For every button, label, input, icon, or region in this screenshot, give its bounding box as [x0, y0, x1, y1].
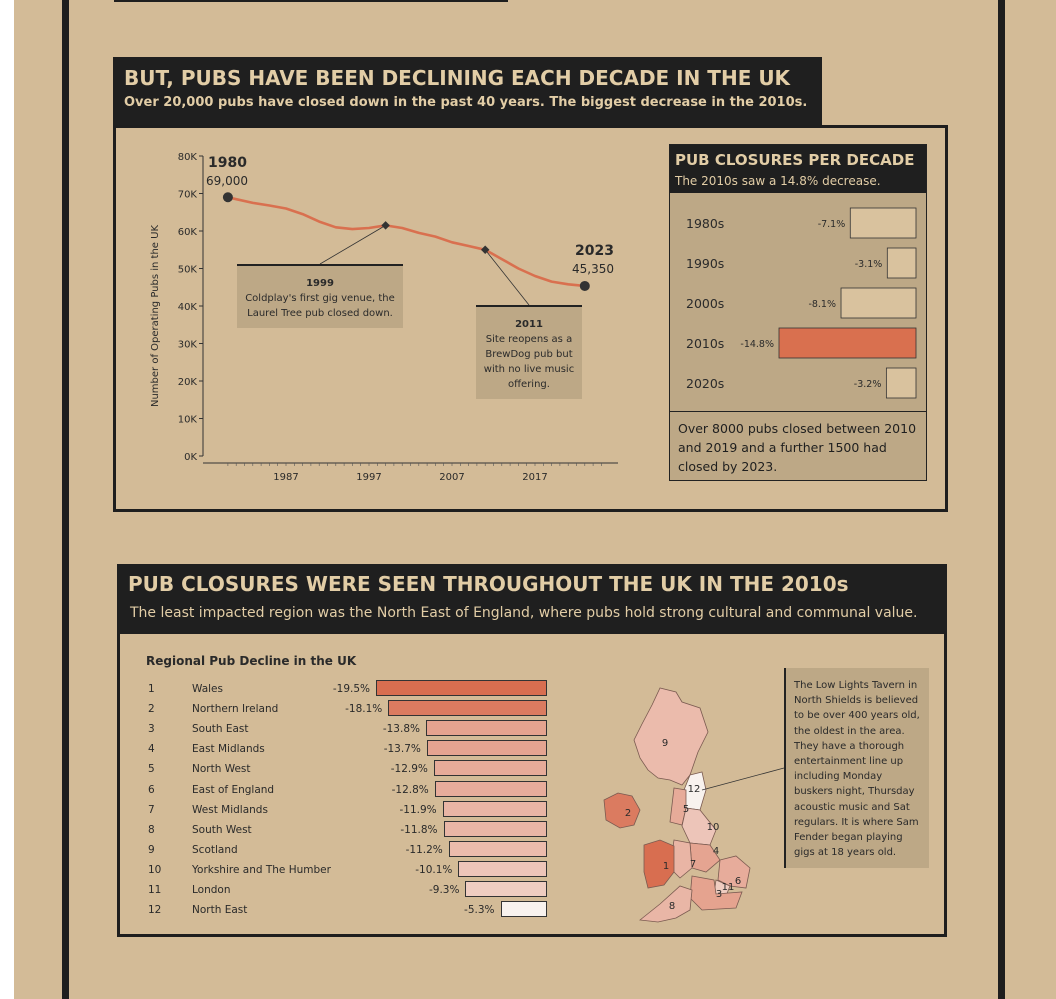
regional-rank: 6: [148, 783, 155, 796]
decade-label: 2020s: [686, 376, 725, 391]
map-label: 6: [734, 876, 742, 887]
map-region-scotland: [634, 688, 708, 785]
y-tick-label: 10K: [177, 414, 197, 426]
regional-bar: [376, 680, 547, 696]
x-tick-label: 1987: [273, 472, 299, 483]
section1-title: BUT, PUBS HAVE BEEN DECLINING EACH DECADE IN THE UK: [124, 66, 791, 90]
y-tick-label: 70K: [177, 189, 197, 201]
regional-row: [146, 740, 556, 760]
regional-rank: 3: [148, 723, 155, 736]
section2-subtitle: The least impacted region was the North East of England, where pubs hold strong cultural and communal value.: [130, 605, 918, 621]
regional-rank: 4: [148, 743, 155, 756]
map-label: 4: [712, 846, 720, 857]
y-tick-label: 50K: [177, 264, 197, 276]
decade-box-header: [670, 145, 926, 193]
regional-rank: 12: [148, 904, 162, 917]
regional-rank: 7: [148, 803, 155, 816]
regional-value-label: -11.9%: [399, 803, 437, 816]
regional-name: North West: [192, 763, 251, 776]
map-annotation: The Low Lights Tavern in North Shields is believed to be over 400 years old, the oldest in the area. They have a thorough entertainment line up including Monday buskers night, Thursday acoustic music and Sat regulars. It is where Sam Fender began playing gigs at 18 years old.: [784, 668, 929, 868]
regional-row: [146, 841, 556, 861]
regional-row: [146, 781, 556, 801]
y-tick-label: 60K: [177, 227, 197, 238]
end-value-label: 45,350: [572, 262, 614, 276]
regional-chart-title: Regional Pub Decline in the UK: [146, 654, 357, 668]
map-region-wales: [644, 840, 674, 888]
regional-rank: 9: [148, 843, 155, 856]
start-year-label: 1980: [208, 155, 247, 171]
decade-closures-box: [669, 144, 927, 481]
y-axis-label: Number of Operating Pubs in the UK: [150, 224, 161, 408]
decade-bar: [779, 328, 916, 358]
regional-rank: 2: [148, 703, 155, 716]
regional-row: [146, 680, 556, 700]
regional-row: [146, 801, 556, 821]
decade-box-subtitle: The 2010s saw a 14.8% decrease.: [675, 174, 881, 188]
regional-name: Scotland: [192, 843, 238, 856]
annotation-1999-text: Coldplay's first gig venue, the Laurel Tree pub closed down.: [245, 293, 395, 319]
uk-regions-map: [590, 640, 790, 930]
regional-name: London: [192, 884, 231, 896]
regional-rank: 10: [148, 863, 162, 876]
regional-bar: [435, 781, 547, 797]
regional-row: [146, 700, 556, 720]
regional-rank: 8: [148, 823, 155, 836]
map-label: 11: [721, 882, 735, 893]
annotation-2011-year: 2011: [515, 319, 543, 330]
regional-name: Northern Ireland: [192, 703, 279, 716]
map-region-south-west: [640, 886, 692, 922]
decade-label: 2010s: [686, 336, 725, 351]
start-point-marker: [223, 192, 233, 202]
regional-value-label: -10.1%: [415, 863, 453, 876]
decade-bar: [841, 288, 916, 318]
top-divider: [114, 0, 508, 2]
x-tick-label: 1997: [356, 472, 382, 483]
map-label: 1: [662, 861, 670, 872]
section1-subtitle: Over 20,000 pubs have closed down in the past 40 years. The biggest decrease in the 2010s.: [124, 95, 808, 110]
decade-bar: [850, 208, 916, 238]
map-label: 5: [682, 804, 690, 815]
regional-row: [146, 821, 556, 841]
decade-box-note: Over 8000 pubs closed between 2010 and 2019 and a further 1500 had closed by 2023.: [670, 411, 926, 483]
regional-name: South East: [192, 723, 249, 736]
regional-row: [146, 861, 556, 881]
regional-value-label: -13.8%: [382, 723, 420, 736]
regional-bar: [443, 801, 547, 817]
section2-title: PUB CLOSURES WERE SEEN THROUGHOUT THE UK IN THE 2010s: [128, 572, 849, 596]
regional-name: East of England: [192, 783, 275, 796]
map-label: 9: [661, 738, 669, 749]
decade-label: 2000s: [686, 296, 725, 311]
map-label: 7: [689, 859, 697, 870]
regional-row: [146, 720, 556, 740]
decade-box-title: PUB CLOSURES PER DECADE: [675, 151, 915, 169]
regional-row: [146, 760, 556, 780]
map-label: 12: [687, 784, 701, 795]
y-tick-label: 20K: [177, 377, 197, 388]
regional-name: North East: [192, 904, 248, 917]
map-region-northern-ireland: [604, 793, 640, 828]
section1-header: [113, 57, 822, 125]
decade-value-label: -7.1%: [817, 219, 846, 230]
regional-value-label: -19.5%: [332, 683, 370, 695]
annotation-2011: [476, 305, 582, 399]
regional-name: Wales: [192, 683, 223, 695]
regional-name: South West: [192, 823, 252, 836]
regional-rank: 11: [148, 884, 162, 896]
frame-right-border: [998, 0, 1005, 999]
map-label: 10: [706, 822, 720, 833]
annotation-1999-year: 1999: [306, 278, 334, 289]
map-label: 3: [715, 889, 723, 900]
regional-value-label: -13.7%: [383, 743, 421, 756]
y-tick-label: 30K: [177, 339, 197, 351]
end-year-label: 2023: [575, 243, 614, 259]
regional-bar: [458, 861, 547, 877]
y-tick-label: 0K: [184, 452, 197, 463]
decade-value-label: -8.1%: [808, 299, 837, 310]
y-tick-label: 80K: [177, 152, 197, 163]
decade-label: 1990s: [686, 256, 725, 271]
annotation-2011-text: Site reopens as a BrewDog pub but with no live music offering.: [483, 334, 575, 390]
regional-bar: [388, 700, 547, 716]
decade-bar: [886, 368, 916, 398]
regional-bar: [427, 740, 547, 756]
regional-value-label: -9.3%: [428, 884, 460, 896]
leader-1999: [320, 225, 386, 264]
leader-2011: [485, 250, 529, 305]
regional-bar: [449, 841, 547, 857]
x-tick-label: 2007: [439, 472, 465, 483]
decade-value-label: -3.2%: [853, 379, 882, 390]
regional-value-label: -5.3%: [464, 904, 495, 917]
decade-bar-chart: [670, 195, 926, 409]
regional-bar: [434, 760, 547, 776]
regional-row: [146, 881, 556, 901]
y-tick-label: 40K: [177, 302, 197, 313]
regional-name: East Midlands: [192, 743, 265, 756]
regional-rank: 5: [148, 763, 155, 776]
regional-bar: [465, 881, 547, 897]
regional-bar: [501, 901, 547, 917]
regional-name: Yorkshire and The Humber: [192, 863, 331, 876]
decade-value-label: -3.1%: [854, 259, 883, 270]
regional-bar: [426, 720, 547, 736]
map-leader-line: [702, 768, 784, 790]
regional-row: [146, 901, 556, 921]
section2-header: [117, 564, 947, 634]
annotation-1999: [237, 264, 403, 328]
regional-value-label: -12.9%: [390, 763, 428, 776]
start-value-label: 69,000: [206, 174, 248, 188]
decade-label: 1980s: [686, 216, 725, 231]
regional-value-label: -12.8%: [391, 783, 429, 796]
decade-bar: [887, 248, 916, 278]
map-label: 2: [624, 808, 632, 819]
map-label: 8: [668, 901, 676, 912]
decade-value-label: -14.8%: [740, 339, 774, 350]
x-tick-label: 2017: [522, 472, 548, 483]
regional-value-label: -18.1%: [345, 703, 383, 716]
regional-bar: [444, 821, 547, 837]
regional-rank: 1: [148, 683, 155, 695]
end-point-marker: [580, 281, 590, 291]
regional-value-label: -11.8%: [400, 823, 438, 836]
regional-name: West Midlands: [192, 803, 268, 816]
regional-value-label: -11.2%: [405, 843, 443, 856]
frame-left-border: [62, 0, 69, 999]
